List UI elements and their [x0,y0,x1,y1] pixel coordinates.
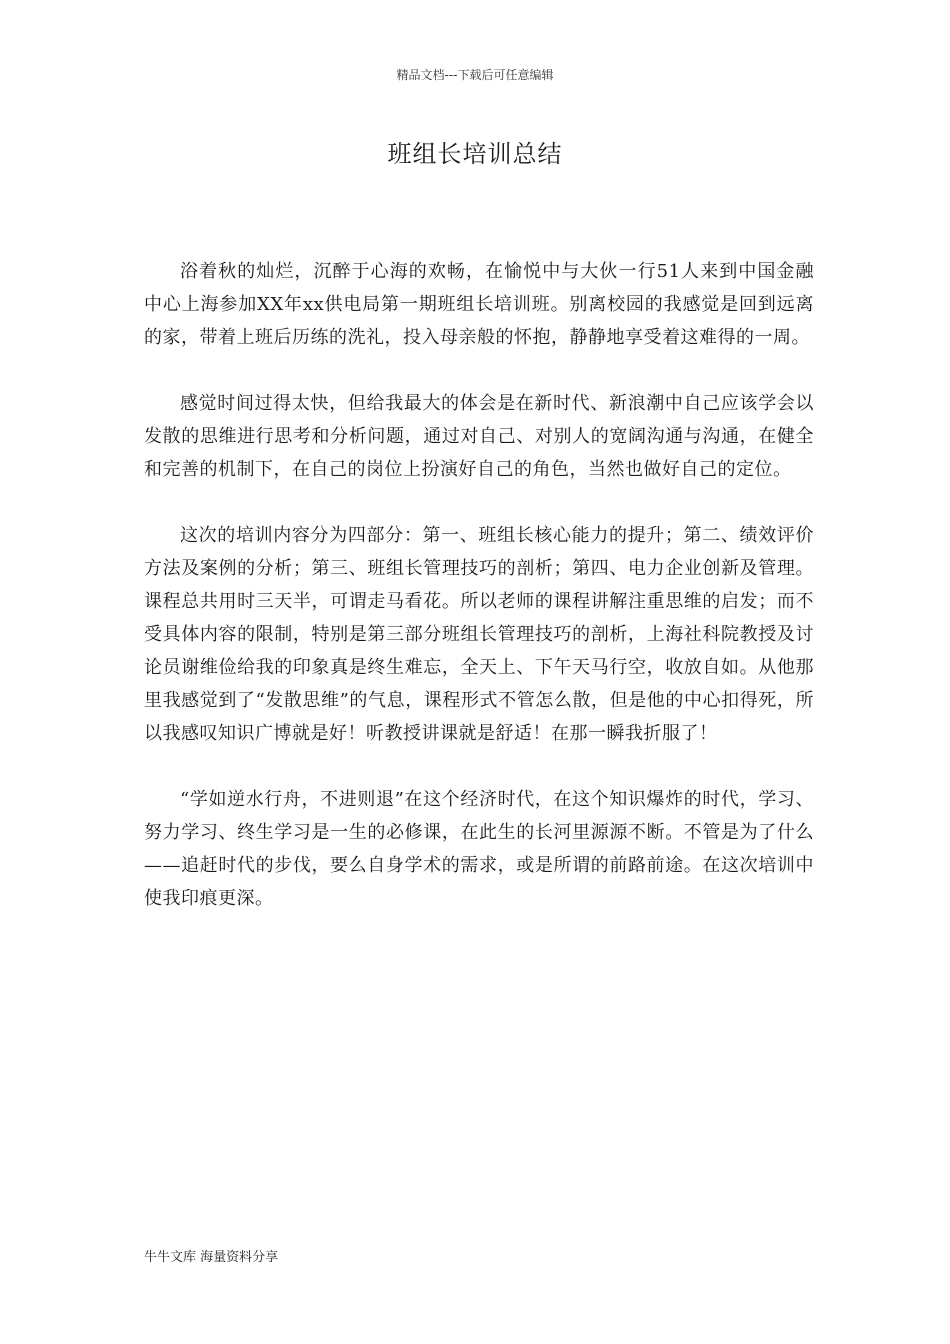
paragraph-1: 浴着秋的灿烂，沉醉于心海的欢畅，在愉悦中与大伙一行51人来到中国金融中心上海参加XX年xx供电局第一期班组长培训班。别离校园的我感觉是回到远离的家，带着上班后历练的洗礼，投入母亲般的怀抱，静静地享受着这难得的一周。 [144,261,814,348]
document-body [144,255,814,948]
footer-note: 牛牛文库 海量资料分享 [144,1250,279,1265]
paragraph-3: 这次的培训内容分为四部分：第一、班组长核心能力的提升；第二、绩效评价方法及案例的分析；第三、班组长管理技巧的剖析；第四、电力企业创新及管理。课程总共用时三天半，可谓走马看花。所以老师的课程讲解注重思维的启发；而不受具体内容的限制，特别是第三部分班组长管理技巧的剖析，上海社科院教授及讨论员谢维俭给我的印象真是终生难忘，全天上、下午天马行空，收放自如。从他那里我感觉到了“发散思维”的气息，课程形式不管怎么散，但是他的中心扣得死，所以我感叹知识广博就是好！听教授讲课就是舒适！在那一瞬我折服了！ [144,525,814,744]
document-title: 班组长培训总结 [387,140,563,168]
header-note: 精品文档---下载后可任意编辑 [396,68,554,82]
paragraph-4: “学如逆水行舟，不进则退”在这个经济时代，在这个知识爆炸的时代，学习、努力学习、终生学习是一生的必修课，在此生的长河里源源不断。不管是为了什么——追赶时代的步伐，要么自身学术的需求，或是所谓的前路前途。在这次培训中使我印痕更深。 [144,789,814,909]
paragraph-2: 感觉时间过得太快，但给我最大的体会是在新时代、新浪潮中自己应该学会以发散的思维进行思考和分析问题，通过对自己、对别人的宽阔沟通与沟通，在健全和完善的机制下，在自己的岗位上扮演好自己的角色，当然也做好自己的定位。 [144,393,814,480]
